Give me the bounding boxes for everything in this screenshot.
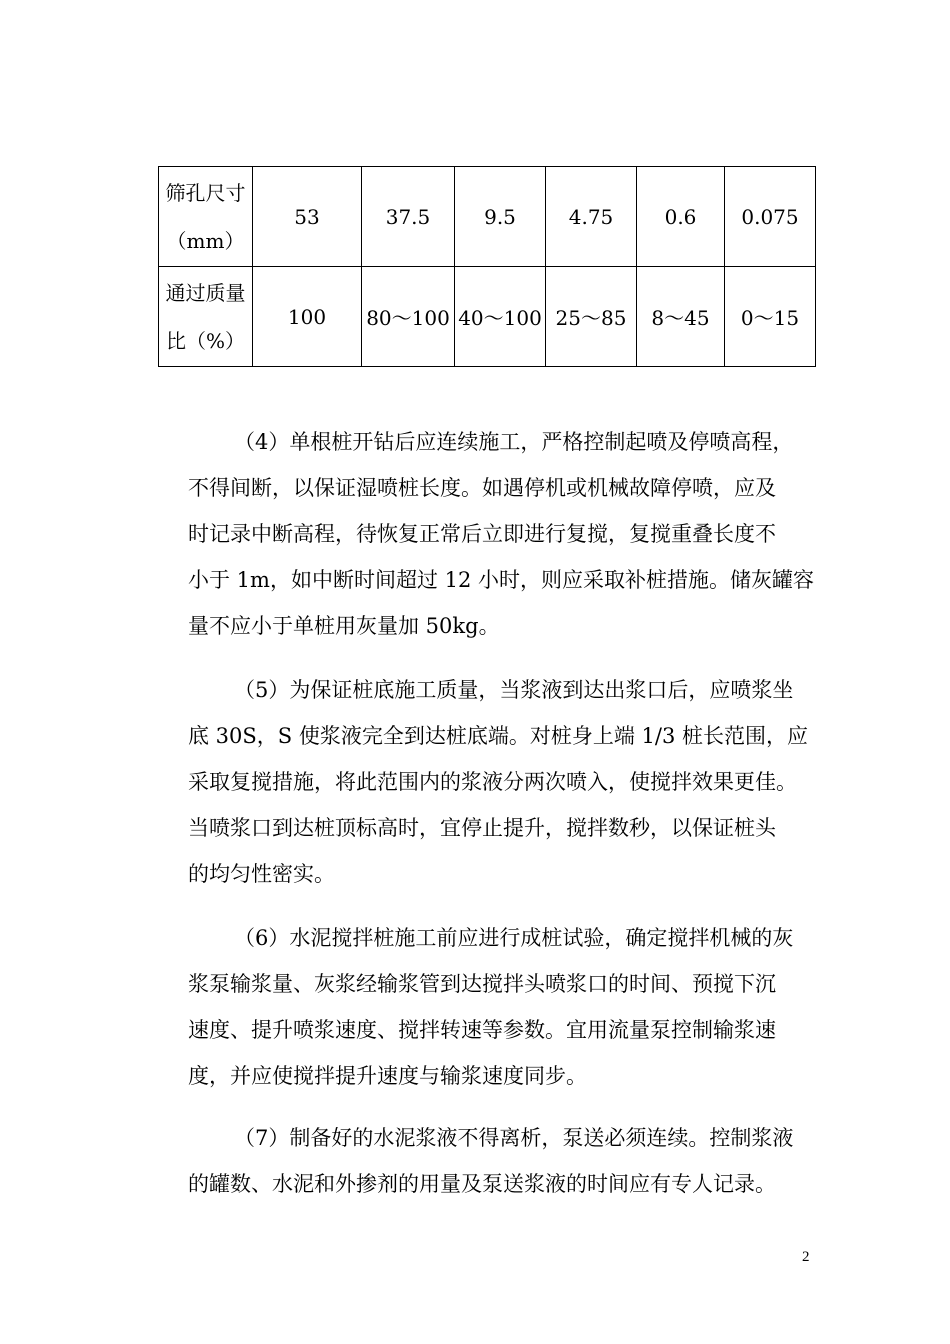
table-cell: 40～100 xyxy=(455,267,546,367)
paragraph-7: （7）制备好的水泥浆液不得离析，泵送必须连续。控制浆液 的罐数、水泥和外掺剂的用量及泵送浆液的时间应有专人记录。 xyxy=(188,1126,794,1196)
table-cell: 8～45 xyxy=(637,267,725,367)
table-row xyxy=(159,167,816,267)
table-cell: 37.5 xyxy=(362,167,455,267)
row-header-passing-ratio: 通过质量 比（%） xyxy=(159,267,253,367)
row-header-sieve-size: 筛孔尺寸 （mm） xyxy=(159,167,253,267)
table-cell: 0.075 xyxy=(725,167,816,267)
table-cell: 25～85 xyxy=(546,267,637,367)
sieve-grading-table xyxy=(158,166,816,367)
table-row xyxy=(159,267,816,367)
table-cell: 80～100 xyxy=(362,267,455,367)
page-number: 2 xyxy=(802,1249,810,1265)
table-cell: 0.6 xyxy=(637,167,725,267)
paragraph-4: （4）单根桩开钻后应连续施工，严格控制起喷及停喷高程， 不得间断，以保证湿喷桩长度。如遇停机或机械故障停喷，应及 时记录中断高程，待恢复正常后立即进行复搅，复搅重叠长度不 小于 1m，如中断时间超过 12 小时，则应采取补桩措施。储灰罐容 量不应小于单桩用灰量加 50kg。 xyxy=(188,430,815,638)
table-cell: 100 xyxy=(253,267,362,367)
table-cell: 0～15 xyxy=(725,267,816,367)
table-cell: 4.75 xyxy=(546,167,637,267)
paragraph-5: （5）为保证桩底施工质量，当浆液到达出浆口后，应喷浆坐 底 30S，S 使浆液完全到达桩底端。对桩身上端 1/3 桩长范围，应 采取复搅措施，将此范围内的浆液分两次喷入，使搅拌效果更佳。 当喷浆口到达桩顶标高时，宜停止提升，搅拌数秒，以保证桩头 的均匀性密实。 xyxy=(188,678,808,886)
paragraph-6: （6）水泥搅拌桩施工前应进行成桩试验，确定搅拌机械的灰 浆泵输浆量、灰浆经输浆管到达搅拌头喷浆口的时间、预搅下沉 速度、提升喷浆速度、搅拌转速等参数。宜用流量泵控制输浆速 度，并应使搅拌提升速度与输浆速度同步。 xyxy=(188,926,794,1088)
table-cell: 9.5 xyxy=(455,167,546,267)
table-cell: 53 xyxy=(253,167,362,267)
